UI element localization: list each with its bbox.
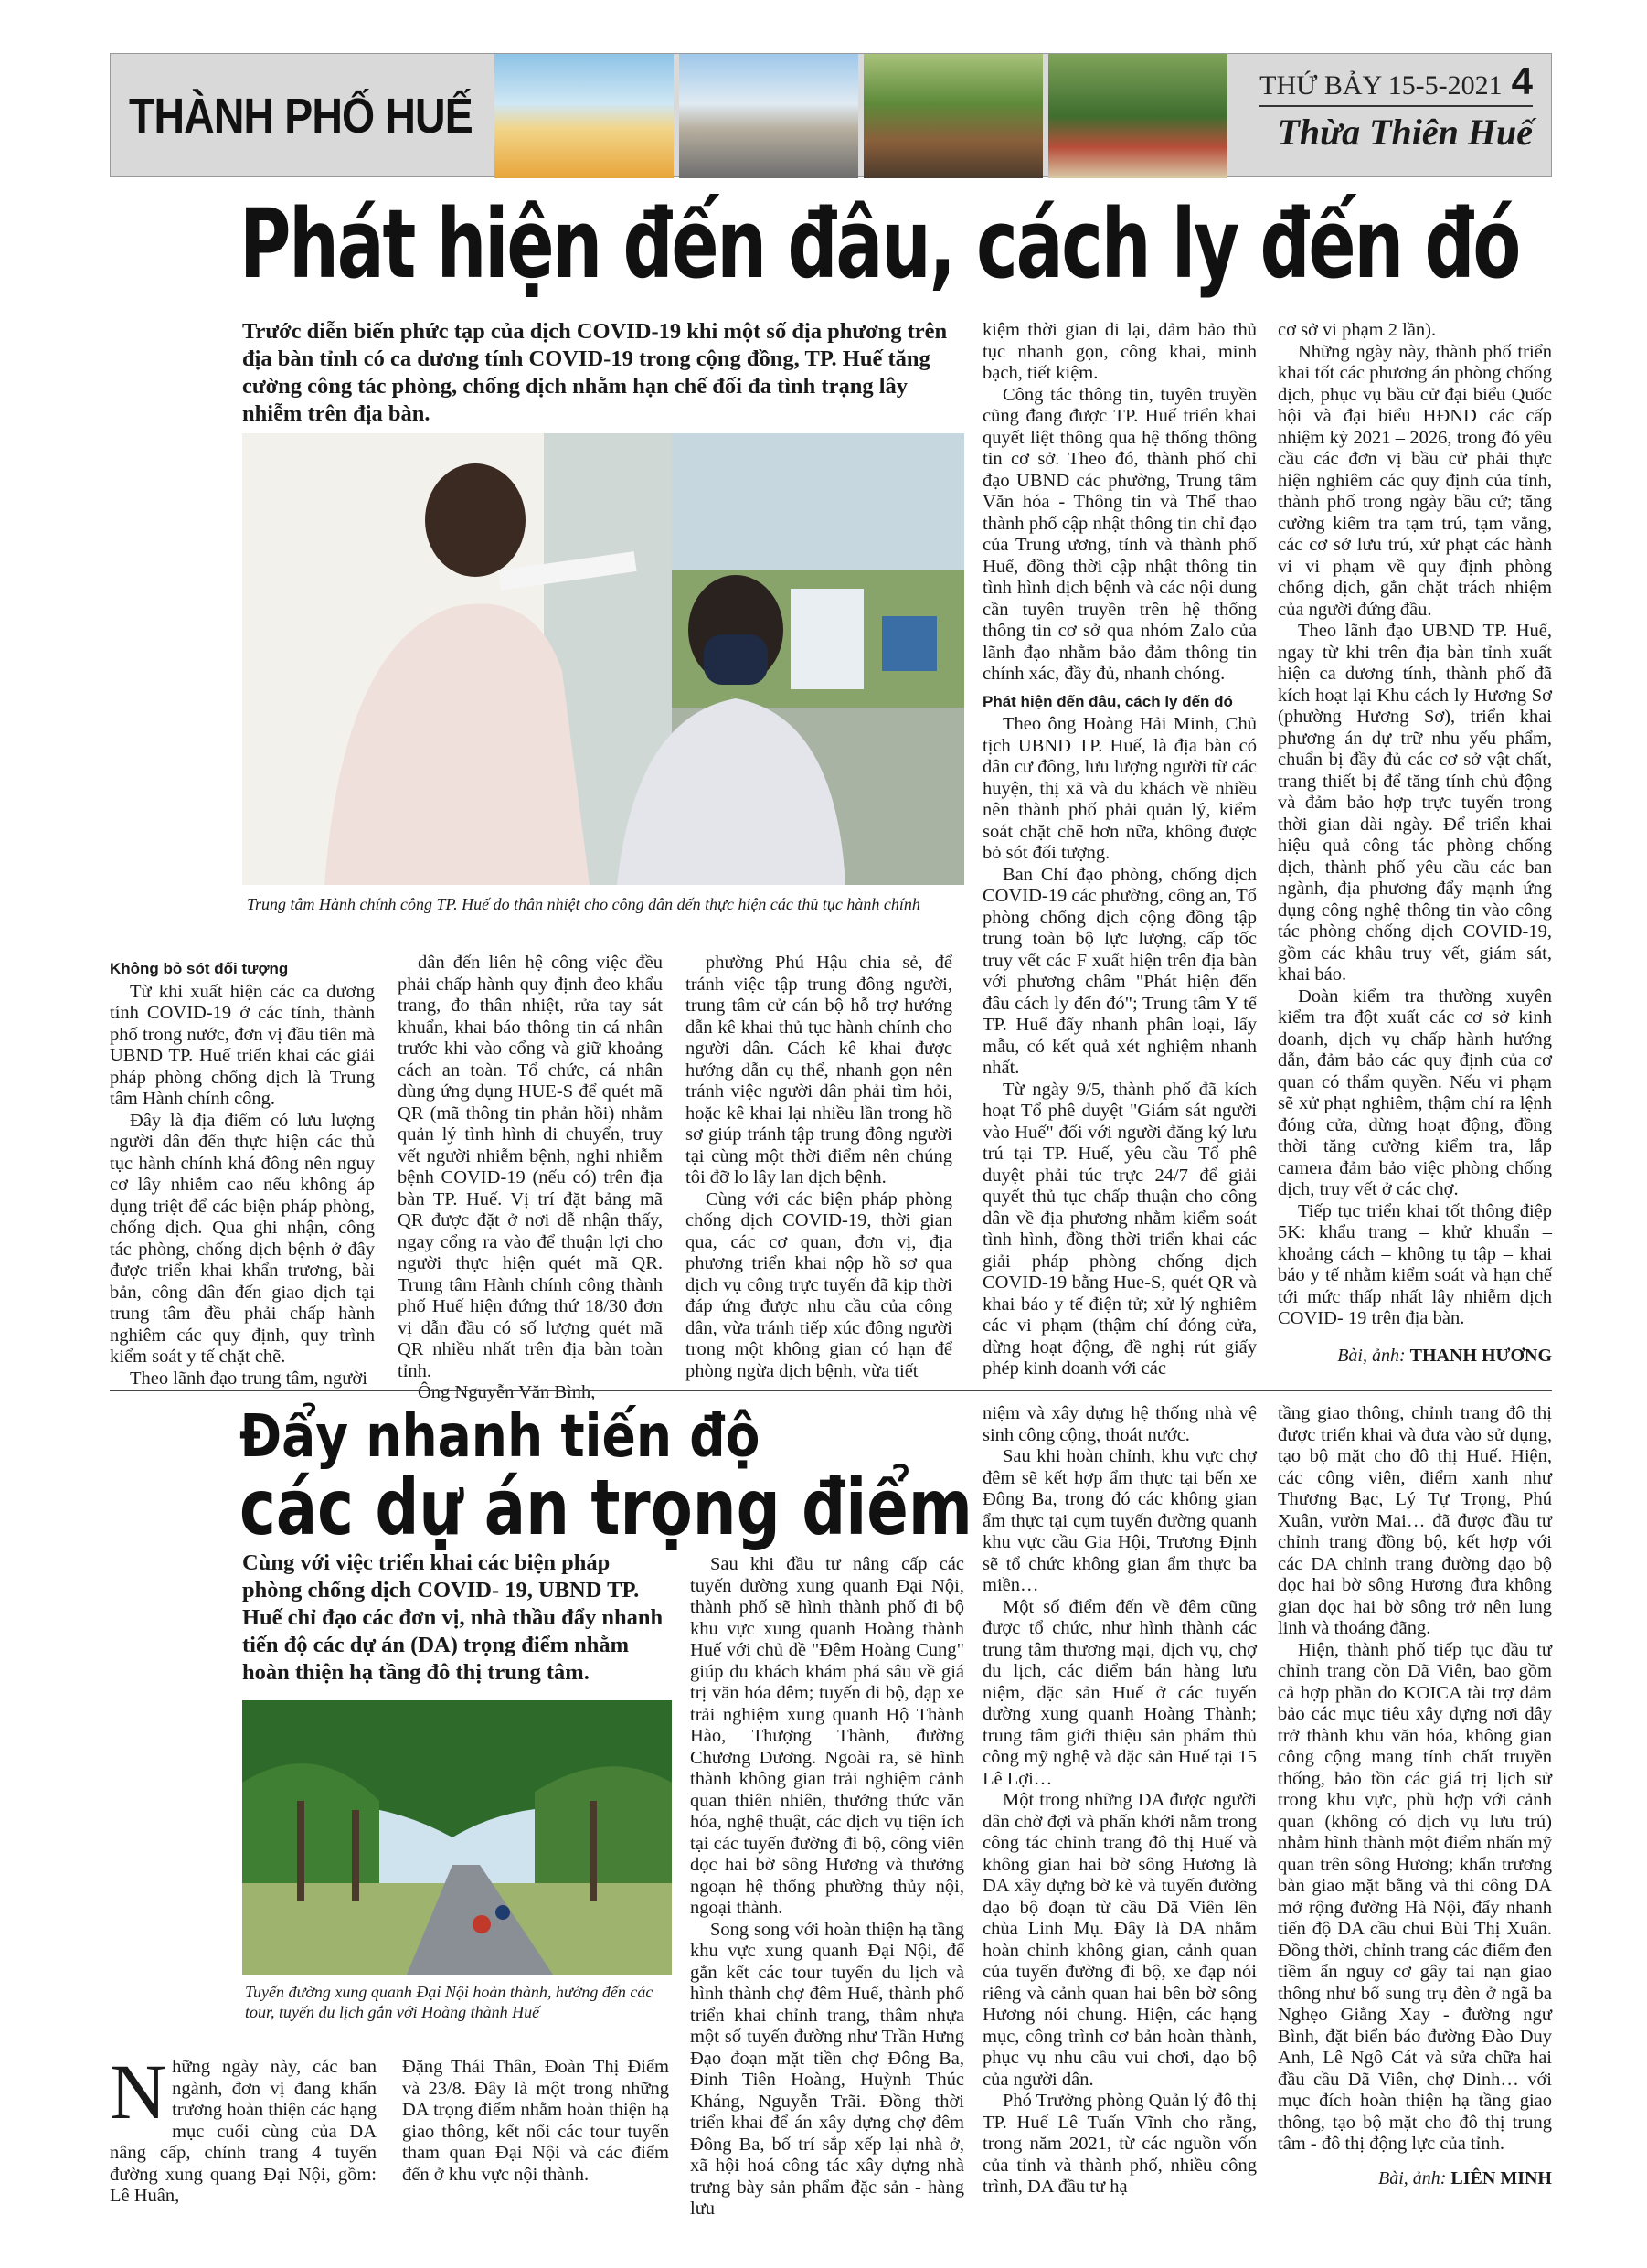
paragraph: phường Phú Hậu chia sẻ, để tránh việc tập trung đông người, trung tâm cử cán bộ hỗ trợ hướng dẫn kê khai thủ tục hành chính cho người dân. Cách kê khai được hướng dẫn cụ thể, nhanh gọn nên tránh việc người dân phải tìm hỏi, hoặc kê khai lại nhiều lần trong hồ sơ giúp tránh tập trung đông người tại cùng một thời điểm nên chúng tôi đỡ lo lây lan dịch bệnh. <box>685 953 952 1187</box>
article1-photo <box>242 433 964 885</box>
header-photo <box>864 54 1043 178</box>
paragraph: Theo lãnh đạo trung tâm, người <box>130 1368 367 1389</box>
article2-column <box>402 2057 669 2186</box>
section-title: THÀNH PHỐ HUẾ <box>129 89 473 144</box>
article2-paragraph: Đặng Thái Thân, Đoàn Thị Điểm và 23/8. Đây là một trong những DA trọng điểm nhằm hoàn thiện hạ giao thông, kết nối các tour tuyến tham quan Đại Nội và các điểm đến ở khu vực nội thành. <box>402 2057 669 2185</box>
paragraph: Ban Chỉ đạo phòng, chống dịch COVID-19 các phường, công an, Tổ phòng chống dịch cộng đồng tập trung toàn bộ lực lượng, cấp tốc truy vết các F xuất hiện trên địa bàn với phương châm "Phát hiện đến đâu cách ly đến đó"; Trung tâm Y tế TP. Huế đẩy nhanh phân loại, lấy mẫu, có kết quả xét nghiệm nhanh nhất. <box>983 864 1257 1078</box>
paragraph: Một trong những DA được người dân chờ đợi và phấn khởi nằm trong công tác chỉnh trang đô thị Huế và không gian hai bờ sông Hương là DA xây dựng bờ kè và tuyến đường dạo bộ đoạn từ cầu Dã Viên lên chùa Linh Mụ. Đây là DA nhằm hoàn chỉnh không gian, cảnh quan của tuyến đường đi bộ, xe đạp nói riêng và cảnh quan hai bên bờ sông Hương nói chung. Hiện, các hạng mục, công trình cơ bản hoàn thành, phục vụ nhu cầu vui chơi, dạo bộ của người dân. <box>983 1790 1257 2090</box>
paragraph-continued: niệm và xây dựng hệ thống nhà vệ sinh công cộng, thoát nước. <box>983 1403 1257 1445</box>
paragraph: Theo ông Hoàng Hải Minh, Chủ tịch UBND TP. Huế, là địa bàn có dân cư đông, lưu lượng người từ các huyện, thị xã và du khách về nhiều nên thành phố phải quản lý, kiểm soát chặt chẽ hơn nữa, không được bỏ sót đối tượng. <box>983 714 1257 863</box>
header-photo <box>494 54 674 178</box>
paragraph-continued: kiệm thời gian đi lại, đảm bảo thủ tục nhanh gọn, công khai, minh bạch, tiết kiệm. <box>983 320 1257 383</box>
paragraph: Sau khi đầu tư nâng cấp các tuyến đường xung quanh Đại Nội, thành phố sẽ hình thành phố đi bộ khu vực xung quanh Hoàng thành Huế với chủ đề "Đêm Hoàng Cung" giúp du khách khám phá sâu về giá trị văn hóa đêm; tuyến đi bộ, đạp xe trải nghiệm xung quanh Hộ Thành Hào, Thượng Thành, đường Chương Dương. Ngoài ra, sẽ hình thành không gian trải nghiệm cảnh quan thiên nhiên, thưởng thức văn hóa, nghệ thuật, các dịch vụ tiện ích tại các tuyến đường đi bộ, công viên dọc hai bờ sông Hương và thưởng ngoạn hệ thống phường thủy nội, ngoại thành. <box>690 1554 964 1918</box>
paragraph: Phó Trưởng phòng Quản lý đô thị TP. Huế Lê Tuấn Vĩnh cho rằng, trong năm 2021, từ các nguồn vốn của tỉnh và thành phố, nhiều công trình, DA đầu tư hạ <box>983 2091 1257 2197</box>
masthead <box>1259 59 1533 154</box>
paragraph: dân đến liên hệ công việc đều phải chấp hành quy định đeo khẩu trang, đo thân nhiệt, rửa tay sát khuẩn, khai báo thông tin cá nhân trước khi vào cổng và giữ khoảng cách an toàn. Tổ chức, cá nhân dùng ứng dụng HUE-S để quét mã QR (mã thông tin phản hồi) nhằm quản lý tình hình di chuyển, truy vết người nhiễm bệnh, nghi nhiễm bệnh COVID-19 (nếu có) trên địa bàn TP. Huế. Vị trí đặt bảng mã QR được đặt ở nơi dễ nhận thấy, ngay cổng ra vào để thuận lợi cho người thực hiện quét mã QR. Trung tâm Hành chính công thành phố Huế hiện đứng thứ 18/30 đơn vị dẫn đầu có số lượng quét mã QR nhiều nhất trên địa bàn toàn tỉnh. <box>398 953 663 1381</box>
article2-column <box>1278 1403 1552 2156</box>
paragraph: Đoàn kiểm tra thường xuyên kiểm tra đột xuất các cơ sở kinh doanh, dịch vụ chấp hành hướng dẫn, đảm bảo các quy định của cơ quan có thẩm quyền. Nếu vi phạm sẽ xử phạt nghiêm, thậm chí ra lệnh đóng cửa, dừng hoạt động, đồng thời tăng cường kiểm tra, lắp camera đảm bảo việc phòng chống dịch, truy vết ở các chợ. <box>1278 985 1552 1199</box>
paragraph: Đây là địa điểm có lưu lượng người dân đến thực hiện các thủ tục hành chính khá đông nên nguy cơ lây nhiễm cao nếu không áp dụng triệt để các biện pháp phòng, chống dịch. Qua ghi nhận, công tác phòng, chống dịch bệnh ở đây được triển khai khẩn trương, bài bản, công dân đến giao dịch tại trung tâm đều phải chấp hành nghiêm các quy định, quy trình kiểm soát y tế chặt chẽ. <box>110 1110 375 1367</box>
paragraph: Cùng với các biện pháp phòng chống dịch COVID-19, thời gian qua, các cơ quan, đơn vị, địa phương triển khai nộp hồ sơ qua dịch vụ công trực tuyến đã kịp thời đáp ứng được nhu cầu của công dân, vừa tránh tiếp xúc đông người trong một không gian có hạn để phòng ngừa dịch bệnh, vừa tiết <box>685 1188 952 1381</box>
byline-prefix: Bài, ảnh: <box>1377 2168 1447 2188</box>
article2-column <box>690 1554 964 2220</box>
byline-prefix: Bài, ảnh: <box>1337 1346 1406 1366</box>
subheading: Phát hiện đến đâu, cách ly đến đó <box>983 692 1233 710</box>
article2-headline-line1: Đẩy nhanh tiến độ <box>239 1403 760 1471</box>
paragraph: Những ngày này, thành phố triển khai tốt các phương án phòng chống dịch, phục vụ bầu cử đại biểu Quốc hội và đại biểu HĐND các cấp nhiệm kỳ 2021 – 2026, trong đó yêu cầu các đơn vị bầu cử phải thực hiện nghiêm các quy định của tỉnh, thành phố trong ngày bầu cử; tăng cường kiểm tra tạm trú, tạm vắng, các cơ sở lưu trú, xử phạt các hành vi vi phạm về quy định phòng chống dịch, gắn chặt trách nhiệm của người đứng đầu. <box>1278 341 1552 620</box>
article2-photo <box>242 1700 672 1975</box>
paragraph: Theo lãnh đạo UBND TP. Huế, ngay từ khi trên địa bàn tỉnh xuất hiện ca dương tính, thành phố đã kích hoạt lại Khu cách ly Hương Sơ (phường Hương Sơ), triển khai phương án dự trữ nhu yếu phẩm, chuẩn bị đầy đủ các cơ sở vật chất, trang thiết bị để tăng tính chủ động và đảm bảo hợp trực tuyến trong thời gian dài ngày. Để triển khai hiệu quả công tác phòng chống dịch, thành phố yêu cầu các ban ngành, địa phương đẩy mạnh ứng dụng công nghệ thông tin vào công tác phòng chống dịch COVID-19, gồm các khâu truy vết, giám sát, khai báo. <box>1278 621 1552 985</box>
paragraph: Song song với hoàn thiện hạ tầng khu vực xung quanh Đại Nội, để gắn kết các tour tuyến du lịch và hình thành chợ đêm Huế, thành phố triển khai chỉnh trang, thâm nhựa một số tuyến đường như Trần Hưng Đạo đoạn mặt tiền chợ Đông Ba, Đinh Tiên Hoàng, Huỳnh Thúc Kháng, Nguyễn Trãi. Đồng thời triển khai để án xây dựng chợ đêm Đông Ba, bố trí sắp xếp lại nhà ở, xã hội hoá công tác xây dựng nhà trưng bày sản phẩm đặc sản - hàng lưu <box>690 1919 964 2219</box>
article1-byline <box>1278 1346 1552 1367</box>
article1-column <box>110 953 375 1390</box>
article2-photo-caption: Tuyến đường xung quanh Đại Nội hoàn thành, hướng đến các tour, tuyến du lịch gắn với Hoàng thành Huế <box>245 1983 653 2021</box>
article2-byline <box>1278 2168 1552 2189</box>
page-header <box>110 53 1552 177</box>
article1-photo-caption: Trung tâm Hành chính công TP. Huế đo thân nhiệt cho công dân đến thực hiện các thủ tục hành chính <box>247 895 920 913</box>
header-photo <box>679 54 858 178</box>
article2-headline-line2: các dự án trọng điểm <box>239 1463 972 1552</box>
article1-column <box>983 320 1257 1380</box>
temperature-check-photo <box>242 433 964 885</box>
paragraph: Sau khi hoàn chỉnh, khu vực chợ đêm sẽ kết hợp ẩm thực tại bến xe Đông Ba, trong đó các không gian ẩm thực tại cụm tuyến đường quanh khu vực cầu Gia Hội, Trương Định sẽ tổ chức không gian ẩm thực ba miền… <box>983 1446 1257 1595</box>
issue-date: THỨ BẢY 15-5-2021 <box>1259 70 1503 101</box>
paragraph: Hiện, thành phố tiếp tục đầu tư chỉnh trang cồn Dã Viên, bao gồm cả hợp phần do KOICA tài trợ đảm bảo các mục tiêu xây dựng nơi đây trở thành khu văn hóa, không gian công cộng mang tính chất truyền thống, bảo tồn các giá trị lịch sử trong khu vực, phù hợp với cảnh quan (không có dịch vụ lưu trú) nhằm hình thành một điểm nhấn mỹ quan trên sông Hương; khẩn trương bàn giao mặt bằng và thi công DA mở rộng đường Hà Nội, đẩy nhanh tiến độ DA cầu chui Bùi Thị Xuân. Đồng thời, chỉnh trang các điểm đen tiềm ẩn nguy cơ gây tai nạn giao thông như bổ sung trụ đèn ở ngã ba Nghẹo Giằng Xay - đường ngư Bình, đặt biển báo đường Đào Duy Anh, Lê Ngô Cát và sửa chữa hai đầu cầu Dã Viên, chợ Dinh… với mục đích hoàn thiện hạ tầng giao thông, tạo bộ mặt cho đô thị trung tâm - đô thị động lực của tỉnh. <box>1278 1639 1552 2154</box>
article1-lead: Trước diễn biến phức tạp của dịch COVID-19 khi một số địa phương trên địa bàn tỉnh có ca dương tính COVID-19 trong cộng đồng, TP. Huế tăng cường công tác phòng, chống dịch nhằm hạn chế đối đa tình trạng lây nhiễm trên địa bàn. <box>242 319 948 426</box>
subheading: Không bỏ sót đối tượng <box>110 960 289 977</box>
paragraph: Công tác thông tin, tuyên truyền cũng đang được TP. Huế triển khai quyết liệt thông qua hệ thống thông tin cơ sở. Theo đó, thành phố chỉ đạo UBND các phường, Trung tâm Văn hóa - Thông tin và Thể thao thành phố cập nhật thông tin chỉ đạo của Trung ương, tỉnh và thành phố Huế, đồng thời cập nhật thông tin tình hình dịch bệnh và các nội dung cần tuyên truyền trên hệ thống thông tin cơ sở qua nhóm Zalo của lãnh đạo nhằm bảo đảm thông tin chính xác, đầy đủ, nhanh chóng. <box>983 384 1257 684</box>
paragraph: Tiếp tục triển khai tốt thông điệp 5K: khẩu trang – khử khuẩn – khoảng cách – không tụ tập – khai báo y tế nhằm kiểm soát và hạn chế tới mức thấp nhất lây nhiễm dịch COVID- 19 trên địa bàn. <box>1278 1200 1552 1328</box>
tree-lined-road-photo <box>242 1700 672 1975</box>
article1-column <box>685 953 952 1382</box>
publication-name: Thừa Thiên Huế <box>1277 112 1533 153</box>
article2-lead: Cùng với việc triển khai các biện pháp phòng chống dịch COVID- 19, UBND TP. Huế chỉ đạo các đơn vị, nhà thầu đẩy nhanh tiến độ các dự án (DA) trọng điểm nhằm hoàn thiện hạ tầng đô thị trung tâm. <box>242 1550 664 1685</box>
article1-headline: Phát hiện đến đâu, cách ly đến đó <box>239 188 1520 300</box>
header-photo <box>1048 54 1227 178</box>
byline-author: LIÊN MINH <box>1450 2168 1552 2188</box>
article-divider <box>110 1390 1552 1391</box>
drop-cap: N <box>110 2048 167 2135</box>
page-number: 4 <box>1511 59 1533 102</box>
article2-column <box>983 1403 1257 2199</box>
paragraph: Từ ngày 9/5, thành phố đã kích hoạt Tổ phê duyệt "Giám sát người vào Huế" đối với người đăng ký lưu trú tại TP. Huế, yêu cầu Tổ phê duyệt phải túc trực 24/7 để giải quyết thủ tục chấp thuận cho công dân về địa phương nhằm kiểm soát tình hình, đồng thời triển khai các giải pháp phòng chống dịch COVID-19 bằng Hue-S, quét QR và khai báo y tế điện tử; xử lý nghiêm các vi phạm (thậm chí đóng cửa, dừng hoạt động, đề nghị rút giấy phép kinh doanh với các <box>983 1079 1257 1379</box>
paragraph: Một số điểm đến về đêm cũng được tổ chức, như hình thành các trung tâm thương mại, dịch vụ, chợ du lịch, các điểm bán hàng lưu niệm, đặc sản Huế ở các tuyến đường xung quanh Hoàng Thành; trung tâm giới thiệu sản phẩm thủ công mỹ nghệ và đặc sản Huế tại 15 Lê Lợi… <box>983 1596 1257 1789</box>
article2-column-intro <box>110 2048 377 2208</box>
paragraph: Ông Nguyễn Văn Bình, <box>418 1382 596 1402</box>
byline-author: THANH HƯƠNG <box>1409 1346 1552 1366</box>
article1-column <box>398 953 663 1404</box>
header-photo-strip <box>494 54 1227 178</box>
article2-paragraph: hững ngày này, các ban ngành, đơn vị đang khẩn trương hoàn thiện các hạng mục cuối cùng của DA nâng cấp, chỉnh trang 4 tuyến đường xung quang Đại Nội, gồm: Lê Huân, <box>110 2057 377 2206</box>
paragraph: Từ khi xuất hiện các ca dương tính COVID-19 ở các tỉnh, thành phố trong nước, đơn vị đầu tiên mà UBND TP. Huế triển khai các giải pháp phòng chống dịch là Trung tâm Hành chính công. <box>110 981 375 1109</box>
paragraph-continued: tầng giao thông, chỉnh trang đô thị được triển khai và đưa vào sử dụng, tạo bộ mặt cho đô thị Huế. Hiện, các công viên, điểm xanh như Thương Bạc, Lý Tự Trọng, Phú Xuân, vườn Mai… đã được đầu tư chỉnh trang đồng bộ, kết hợp với các DA chỉnh trang đường dạo bộ dọc hai bờ sông Hương đưa không gian dọc hai bờ sông trở nên lung linh và thoáng đãng. <box>1278 1403 1552 1638</box>
article1-column <box>1278 320 1552 1330</box>
paragraph-continued: cơ sở vi phạm 2 lần). <box>1278 320 1437 340</box>
